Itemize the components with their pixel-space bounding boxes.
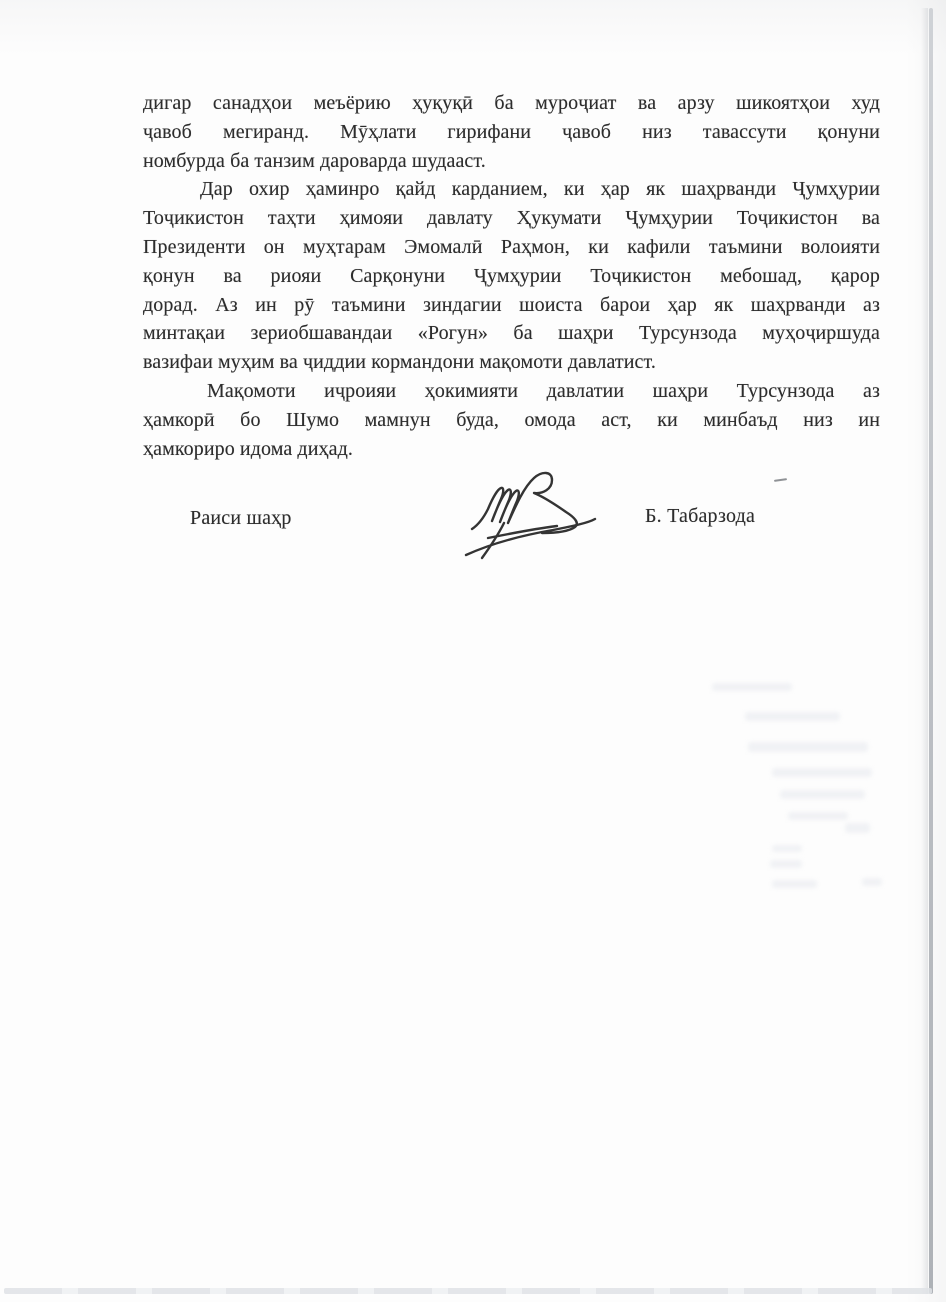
- scan-edge-shadow: [921, 8, 928, 1294]
- text-line: дорад. Аз ин рӯ таъмини зиндагии шоиста барои ҳар як шаҳрванди аз: [143, 293, 880, 316]
- text-line: Дар охир ҳаминро қайд карданием, ки ҳар як шаҳрванди Ҷумҳурии: [200, 178, 880, 201]
- signatory-name: Б. Табарзода: [645, 505, 756, 527]
- text-line: қонун ва риояи Сарқонуни Ҷумҳурии Тоҷикистон мебошад, қарор: [143, 264, 880, 287]
- scan-edge-bottom: [4, 1288, 932, 1294]
- text-line: Президенти он муҳтарам Эмомалӣ Раҳмон, ки кафили таъмини волоияти: [143, 235, 880, 258]
- letter-body: [143, 89, 880, 463]
- text-line: Тоҷикистон таҳти ҳимояи давлату Ҳукумати Ҷумҳурии Тоҷикистон ва: [143, 207, 880, 230]
- paragraph: [143, 89, 880, 175]
- signature-block: [0, 455, 946, 605]
- text-line: ҳамкориро идома диҳад.: [143, 437, 353, 460]
- stray-pen-mark: [774, 478, 787, 482]
- text-line: Мақомоти иҷроияи ҳокимияти давлатии шаҳри Турсунзода аз: [207, 379, 880, 402]
- paragraph: [143, 377, 880, 463]
- text-line: минтақаи зериобшавандаи «Рогун» ба шаҳри Турсунзода муҳоҷиршуда: [143, 322, 880, 345]
- text-line: ҳамкорӣ бо Шумо мамнун буда, омода аст, ки минбаъд низ ин: [143, 408, 880, 431]
- text-line: дигар санадҳои меъёрию ҳуқуқӣ ба муроҷиат ва арзу шикоятҳои худ: [143, 92, 880, 114]
- text-line: ҷавоб мегиранд. Мӯҳлати гирифани ҷавоб низ тавассути қонуни: [143, 120, 880, 143]
- scan-edge-line: [929, 8, 933, 1294]
- text-line: номбурда ба танзим дароварда шудааст.: [143, 149, 486, 172]
- signatory-role-label: Раиси шаҳр: [190, 507, 292, 529]
- handwritten-signature-icon: [458, 463, 638, 566]
- paragraph: [143, 175, 880, 377]
- text-line: вазифаи муҳим ва ҷиддии кормандони мақомоти давлатист.: [143, 351, 656, 374]
